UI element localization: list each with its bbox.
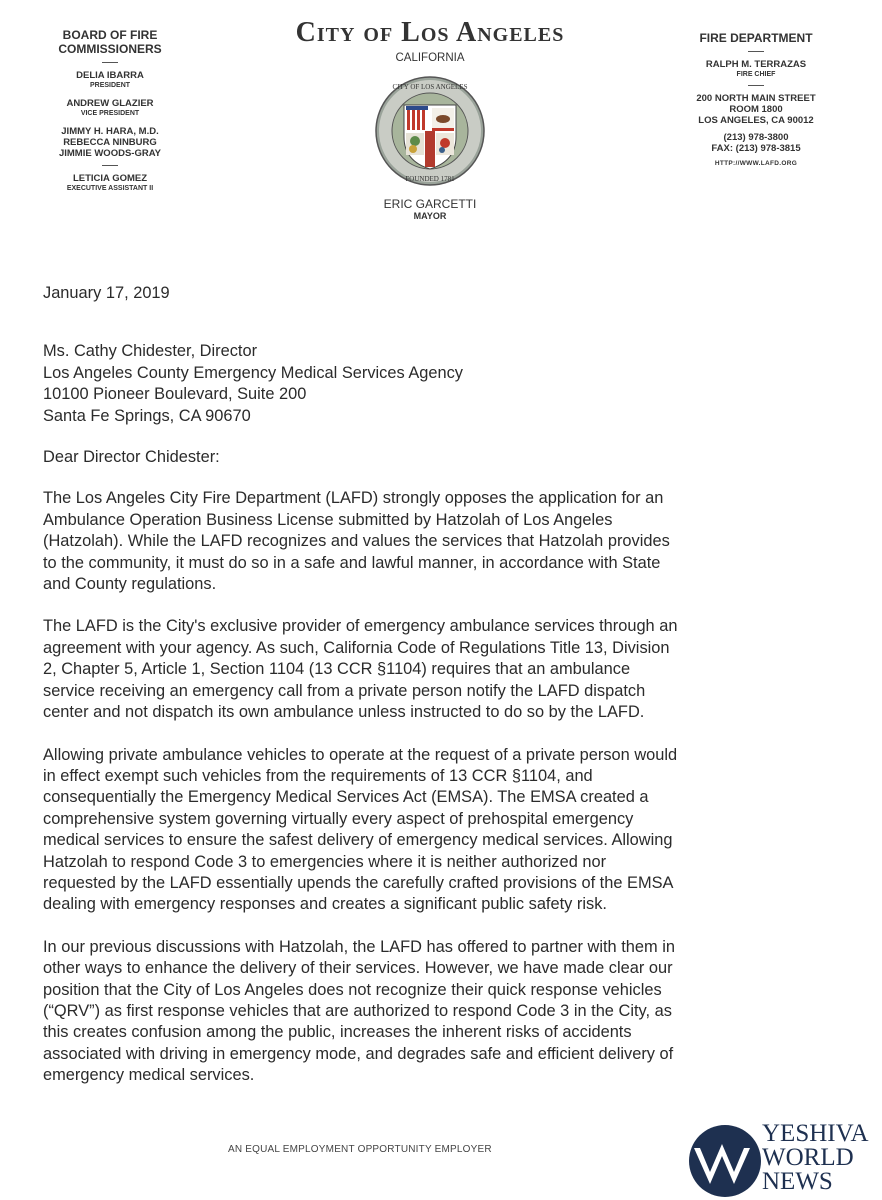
eoe-footer: AN EQUAL EMPLOYMENT OPPORTUNITY EMPLOYER (228, 1144, 492, 1155)
text-line: and County regulations. (43, 575, 217, 594)
address-line: LOS ANGELES, CA 90012 (698, 115, 814, 126)
chief-title: FIRE CHIEF (736, 71, 776, 78)
wordmark-line: NEWS (762, 1168, 833, 1195)
board-title-line-1: BOARD OF FIRE (62, 28, 158, 42)
address-line: 200 NORTH MAIN STREET (696, 93, 816, 104)
recipient-address (43, 341, 863, 427)
text-line: service receiving an emergency call from a private person notify the LAFD dispatch (43, 681, 646, 700)
text-line: this creates confusion among the public, increases the inherent risks of accidents (43, 1023, 632, 1042)
text-line: (Hatzolah). While the LAFD recognizes and values the services that Hatzolah provides (43, 532, 670, 551)
vice-president-name: ANDREW GLAZIER (66, 98, 154, 109)
text-line: to the community, it must do so in a safe and lawful manner, in accordance with State (43, 553, 661, 572)
paragraph-4 (43, 937, 863, 1087)
yww-logo-icon (686, 1122, 764, 1200)
svg-text:CITY OF LOS ANGELES: CITY OF LOS ANGELES (392, 83, 468, 91)
yeshiva-world-news-logo (686, 1122, 882, 1200)
text-line: comprehensive system governing virtually every aspect of prehospital emergency (43, 809, 634, 828)
divider (748, 51, 764, 52)
vice-president-title: VICE PRESIDENT (80, 110, 140, 117)
state-name: CALIFORNIA (395, 52, 465, 64)
recipient-line: 10100 Pioneer Boulevard, Suite 200 (43, 385, 307, 404)
fire-department-block (650, 31, 862, 167)
yww-wordmark (762, 1122, 869, 1194)
letter-date: January 17, 2019 (43, 284, 170, 302)
department-title: FIRE DEPARTMENT (699, 31, 813, 45)
mayor-name: ERIC GARCETTI (383, 197, 477, 211)
text-line: associated with driving in emergency mode, and degrades safe and efficient delivery of (43, 1044, 674, 1063)
assistant-title: EXECUTIVE ASSISTANT II (66, 185, 154, 192)
text-line: In our previous discussions with Hatzolah, the LAFD has offered to partner with them in (43, 937, 675, 956)
paragraph-3 (43, 745, 863, 916)
divider (748, 85, 764, 86)
board-of-commissioners-block (20, 28, 200, 193)
text-line: requested by the LAFD essentially upends the carefully crafted provisions of the EMSA (43, 873, 674, 892)
divider (102, 62, 118, 63)
president-title: PRESIDENT (89, 82, 131, 89)
fax-number: FAX: (213) 978-3815 (711, 143, 801, 154)
recipient-line: Santa Fe Springs, CA 90670 (43, 406, 251, 425)
phone-number: (213) 978-3800 (723, 132, 789, 143)
paragraph-2 (43, 616, 863, 723)
text-line: 2, Chapter 5, Article 1, Section 1104 (13 CCR §1104) requires that an ambulance (43, 660, 631, 679)
city-header-block (240, 18, 620, 221)
text-line: Allowing private ambulance vehicles to operate at the request of a private person would (43, 745, 678, 764)
text-line: emergency medical services. (43, 1066, 255, 1085)
text-line: consequentially the Emergency Medical Services Act (EMSA). The EMSA created a (43, 788, 649, 807)
text-line: dealing with emergency responses and creates a significant public safety risk. (43, 895, 607, 914)
text-line: agreement with your agency. As such, California Code of Regulations Title 13, Division (43, 638, 670, 657)
svg-text:FOUNDED 1781: FOUNDED 1781 (405, 175, 455, 183)
text-line: medical services to ensure the safest delivery of emergency medical services. Allowing (43, 831, 673, 850)
wordmark-line: WORLD (762, 1144, 854, 1171)
president-name: DELIA IBARRA (76, 70, 144, 81)
mayor-title: MAYOR (413, 211, 447, 221)
assistant-name: LETICIA GOMEZ (72, 173, 148, 184)
text-line: The Los Angeles City Fire Department (LAFD) strongly opposes the application for an (43, 489, 664, 508)
website-link[interactable]: HTTP://WWW.LAFD.ORG (714, 160, 798, 167)
city-name: City of Los Angeles (295, 17, 565, 48)
divider (102, 165, 118, 166)
text-line: Hatzolah to respond Code 3 to emergencies where it is neither authorized nor (43, 852, 607, 871)
member-name: JIMMIE WOODS-GRAY (58, 148, 162, 159)
text-line: The LAFD is the City's exclusive provider of emergency ambulance services through an (43, 617, 678, 636)
text-line: other ways to enhance the delivery of their services. However, we have made clear our (43, 959, 673, 978)
text-line: position that the City of Los Angeles does not recognize their quick response vehicles (43, 980, 662, 999)
address-line: ROOM 1800 (729, 104, 783, 115)
text-line: (“QRV”) as first response vehicles that are authorized to respond Code 3 in the City, as (43, 1001, 672, 1020)
member-name: JIMMY H. HARA, M.D. (61, 126, 159, 137)
member-name: REBECCA NINBURG (63, 137, 157, 148)
letter-body (43, 283, 863, 1108)
text-line: in effect exempt such vehicles from the requirements of 13 CCR §1104, and (43, 766, 593, 785)
recipient-line: Los Angeles County Emergency Medical Services Agency (43, 363, 464, 382)
wordmark-line: YESHIVA (762, 1120, 869, 1147)
salutation: Dear Director Chidester: (43, 448, 220, 467)
city-seal-icon (374, 75, 486, 187)
text-line: center and not dispatch its own ambulance unless instructed to do so by the LAFD. (43, 703, 645, 722)
text-line: Ambulance Operation Business License submitted by Hatzolah of Los Angeles (43, 510, 613, 529)
board-title-line-2: COMMISSIONERS (58, 42, 162, 56)
chief-name: RALPH M. TERRAZAS (705, 59, 807, 70)
recipient-line: Ms. Cathy Chidester, Director (43, 342, 258, 361)
paragraph-1 (43, 488, 863, 595)
